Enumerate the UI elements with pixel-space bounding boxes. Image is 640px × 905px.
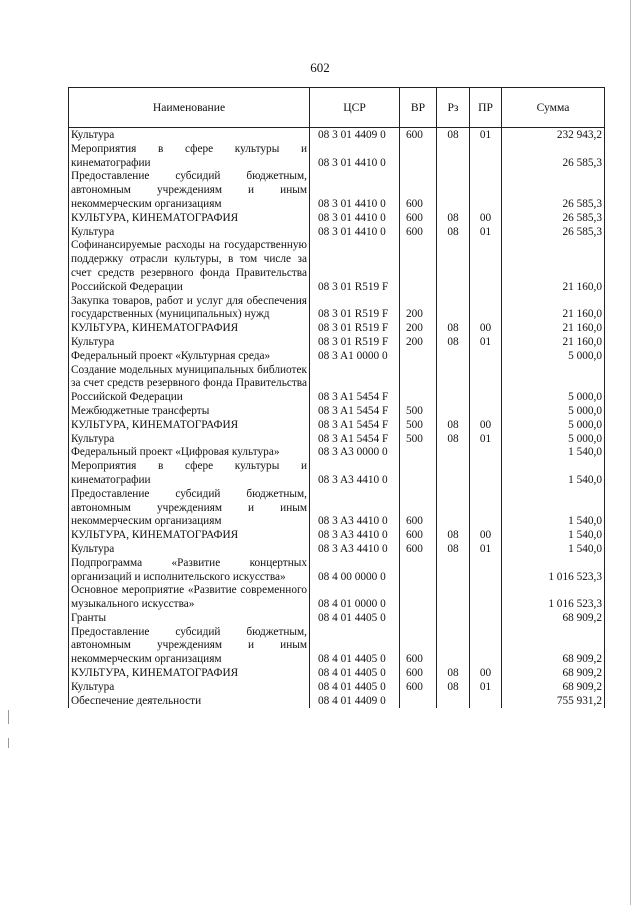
cell-rz: 08 bbox=[437, 419, 470, 433]
cell-name: Федеральный проект «Культурная среда» bbox=[69, 350, 310, 364]
cell-pr bbox=[470, 446, 502, 460]
cell-pr bbox=[470, 557, 502, 585]
cell-rz bbox=[437, 350, 470, 364]
cell-pr: 00 bbox=[470, 419, 502, 433]
cell-csr: 08 4 01 4409 0 bbox=[310, 695, 400, 709]
cell-sum: 68 909,2 bbox=[502, 667, 605, 681]
cell-sum: 232 943,2 bbox=[502, 128, 605, 143]
cell-name: КУЛЬТУРА, КИНЕМАТОГРАФИЯ bbox=[69, 667, 310, 681]
cell-rz bbox=[437, 239, 470, 294]
cell-sum: 5 000,0 bbox=[502, 350, 605, 364]
cell-sum: 21 160,0 bbox=[502, 336, 605, 350]
cell-csr: 08 3 01 4410 0 bbox=[310, 170, 400, 211]
table-row bbox=[69, 128, 605, 143]
table-row bbox=[69, 488, 605, 529]
table-row bbox=[69, 170, 605, 211]
cell-sum: 26 585,3 bbox=[502, 212, 605, 226]
cell-sum: 1 540,0 bbox=[502, 529, 605, 543]
cell-csr: 08 3 01 R519 F bbox=[310, 336, 400, 350]
cell-rz bbox=[437, 626, 470, 667]
cell-sum: 1 540,0 bbox=[502, 488, 605, 529]
cell-name: Предоставление субсидий бюджетным, автономным учреждениям и иным некоммерческим организациям bbox=[69, 488, 310, 529]
cell-rz bbox=[437, 405, 470, 419]
cell-rz: 08 bbox=[437, 543, 470, 557]
cell-rz bbox=[437, 446, 470, 460]
cell-sum: 5 000,0 bbox=[502, 433, 605, 447]
cell-pr: 01 bbox=[470, 543, 502, 557]
cell-name: Предоставление субсидий бюджетным, автономным учреждениям и иным некоммерческим организациям bbox=[69, 626, 310, 667]
cell-csr: 08 3 01 R519 F bbox=[310, 295, 400, 323]
table-row bbox=[69, 226, 605, 240]
cell-name: Федеральный проект «Цифровая культура» bbox=[69, 446, 310, 460]
cell-vr bbox=[400, 612, 437, 626]
table-row bbox=[69, 667, 605, 681]
header-name: Наименование bbox=[69, 88, 310, 128]
cell-vr bbox=[400, 446, 437, 460]
cell-pr: 00 bbox=[470, 212, 502, 226]
table-row bbox=[69, 295, 605, 323]
cell-csr: 08 3 A3 4410 0 bbox=[310, 543, 400, 557]
cell-sum: 5 000,0 bbox=[502, 405, 605, 419]
cell-rz bbox=[437, 364, 470, 405]
cell-sum: 1 016 523,3 bbox=[502, 557, 605, 585]
cell-vr: 600 bbox=[400, 681, 437, 695]
cell-pr: 01 bbox=[470, 681, 502, 695]
cell-name: Культура bbox=[69, 681, 310, 695]
header-rz: Рз bbox=[437, 88, 470, 128]
cell-name: КУЛЬТУРА, КИНЕМАТОГРАФИЯ bbox=[69, 212, 310, 226]
table-row bbox=[69, 446, 605, 460]
cell-rz bbox=[437, 612, 470, 626]
table-row bbox=[69, 405, 605, 419]
cell-pr: 00 bbox=[470, 667, 502, 681]
cell-rz bbox=[437, 170, 470, 211]
cell-sum: 21 160,0 bbox=[502, 322, 605, 336]
cell-pr bbox=[470, 695, 502, 709]
header-csr: ЦСР bbox=[310, 88, 400, 128]
page-edge-line bbox=[630, 0, 631, 905]
cell-csr: 08 4 01 4405 0 bbox=[310, 667, 400, 681]
cell-rz bbox=[437, 584, 470, 612]
cell-name: КУЛЬТУРА, КИНЕМАТОГРАФИЯ bbox=[69, 529, 310, 543]
cell-sum: 1 540,0 bbox=[502, 446, 605, 460]
table-row bbox=[69, 364, 605, 405]
cell-vr bbox=[400, 143, 437, 171]
table-row bbox=[69, 626, 605, 667]
table-row bbox=[69, 681, 605, 695]
cell-pr: 00 bbox=[470, 529, 502, 543]
cell-csr: 08 3 A3 4410 0 bbox=[310, 460, 400, 488]
cell-vr bbox=[400, 350, 437, 364]
header-vr: ВР bbox=[400, 88, 437, 128]
cell-sum: 5 000,0 bbox=[502, 419, 605, 433]
table-header-row bbox=[69, 88, 605, 128]
cell-rz bbox=[437, 143, 470, 171]
cell-vr: 600 bbox=[400, 212, 437, 226]
table-row bbox=[69, 557, 605, 585]
cell-pr bbox=[470, 460, 502, 488]
cell-name: Культура bbox=[69, 128, 310, 143]
cell-rz: 08 bbox=[437, 322, 470, 336]
cell-rz bbox=[437, 295, 470, 323]
cell-pr: 01 bbox=[470, 433, 502, 447]
budget-table bbox=[68, 87, 605, 708]
cell-vr: 600 bbox=[400, 529, 437, 543]
header-pr: ПР bbox=[470, 88, 502, 128]
table-row bbox=[69, 212, 605, 226]
cell-csr: 08 3 A1 5454 F bbox=[310, 364, 400, 405]
table-row bbox=[69, 419, 605, 433]
cell-name: Закупка товаров, работ и услуг для обеспечения государственных (муниципальных) нужд bbox=[69, 295, 310, 323]
cell-rz bbox=[437, 460, 470, 488]
cell-name: Создание модельных муниципальных библиотек за счет средств резервного фонда Правительства Российской Федерации bbox=[69, 364, 310, 405]
cell-vr bbox=[400, 460, 437, 488]
cell-vr: 200 bbox=[400, 336, 437, 350]
cell-rz bbox=[437, 695, 470, 709]
cell-pr bbox=[470, 488, 502, 529]
cell-vr bbox=[400, 695, 437, 709]
cell-name: Культура bbox=[69, 543, 310, 557]
table-row bbox=[69, 529, 605, 543]
cell-name: Мероприятия в сфере культуры и кинематографии bbox=[69, 143, 310, 171]
cell-pr: 01 bbox=[470, 226, 502, 240]
cell-csr: 08 4 01 0000 0 bbox=[310, 584, 400, 612]
cell-vr: 600 bbox=[400, 128, 437, 143]
cell-pr bbox=[470, 295, 502, 323]
cell-vr: 200 bbox=[400, 295, 437, 323]
table-row bbox=[69, 433, 605, 447]
cell-pr: 00 bbox=[470, 322, 502, 336]
cell-pr bbox=[470, 626, 502, 667]
cell-csr: 08 3 A3 0000 0 bbox=[310, 446, 400, 460]
scan-mark bbox=[8, 710, 9, 724]
cell-pr bbox=[470, 364, 502, 405]
cell-pr bbox=[470, 405, 502, 419]
cell-csr: 08 4 01 4405 0 bbox=[310, 681, 400, 695]
cell-name: Софинансируемые расходы на государственную поддержку отрасли культуры, в том числе за счет средств резервного фонда Правительства Российской Федерации bbox=[69, 239, 310, 294]
cell-pr bbox=[470, 239, 502, 294]
cell-csr: 08 3 01 4409 0 bbox=[310, 128, 400, 143]
cell-csr: 08 3 01 R519 F bbox=[310, 239, 400, 294]
cell-vr: 500 bbox=[400, 405, 437, 419]
cell-pr: 01 bbox=[470, 336, 502, 350]
cell-sum: 68 909,2 bbox=[502, 612, 605, 626]
cell-rz: 08 bbox=[437, 433, 470, 447]
cell-vr bbox=[400, 584, 437, 612]
cell-sum: 26 585,3 bbox=[502, 143, 605, 171]
cell-vr: 600 bbox=[400, 543, 437, 557]
cell-sum: 21 160,0 bbox=[502, 295, 605, 323]
cell-vr: 600 bbox=[400, 626, 437, 667]
cell-csr: 08 3 A1 5454 F bbox=[310, 433, 400, 447]
cell-vr bbox=[400, 557, 437, 585]
table-row bbox=[69, 695, 605, 709]
cell-sum: 1 016 523,3 bbox=[502, 584, 605, 612]
cell-sum: 21 160,0 bbox=[502, 239, 605, 294]
cell-rz: 08 bbox=[437, 667, 470, 681]
cell-pr bbox=[470, 584, 502, 612]
cell-name: Обеспечение деятельности bbox=[69, 695, 310, 709]
cell-sum: 755 931,2 bbox=[502, 695, 605, 709]
cell-name: Предоставление субсидий бюджетным, автономным учреждениям и иным некоммерческим организациям bbox=[69, 170, 310, 211]
cell-name: Культура bbox=[69, 226, 310, 240]
cell-rz bbox=[437, 557, 470, 585]
cell-sum: 5 000,0 bbox=[502, 364, 605, 405]
table-row bbox=[69, 350, 605, 364]
cell-sum: 1 540,0 bbox=[502, 543, 605, 557]
cell-vr: 600 bbox=[400, 226, 437, 240]
cell-csr: 08 3 A3 4410 0 bbox=[310, 488, 400, 529]
cell-vr: 500 bbox=[400, 419, 437, 433]
cell-name: Основное мероприятие «Развитие современного музыкального искусства» bbox=[69, 584, 310, 612]
scan-mark bbox=[8, 738, 9, 748]
cell-pr bbox=[470, 170, 502, 211]
cell-csr: 08 3 01 R519 F bbox=[310, 322, 400, 336]
cell-rz: 08 bbox=[437, 529, 470, 543]
cell-pr: 01 bbox=[470, 128, 502, 143]
cell-csr: 08 3 A1 5454 F bbox=[310, 419, 400, 433]
cell-csr: 08 3 A1 5454 F bbox=[310, 405, 400, 419]
cell-csr: 08 3 A1 0000 0 bbox=[310, 350, 400, 364]
table-row bbox=[69, 239, 605, 294]
cell-rz bbox=[437, 488, 470, 529]
cell-rz: 08 bbox=[437, 212, 470, 226]
cell-pr bbox=[470, 612, 502, 626]
cell-sum: 1 540,0 bbox=[502, 460, 605, 488]
cell-csr: 08 4 00 0000 0 bbox=[310, 557, 400, 585]
cell-rz: 08 bbox=[437, 226, 470, 240]
cell-sum: 26 585,3 bbox=[502, 170, 605, 211]
cell-sum: 26 585,3 bbox=[502, 226, 605, 240]
table-row bbox=[69, 143, 605, 171]
table-row bbox=[69, 584, 605, 612]
cell-rz: 08 bbox=[437, 336, 470, 350]
table-row bbox=[69, 322, 605, 336]
cell-vr: 600 bbox=[400, 488, 437, 529]
cell-csr: 08 4 01 4405 0 bbox=[310, 612, 400, 626]
cell-rz: 08 bbox=[437, 128, 470, 143]
cell-csr: 08 3 01 4410 0 bbox=[310, 226, 400, 240]
table-row bbox=[69, 460, 605, 488]
cell-csr: 08 3 01 4410 0 bbox=[310, 212, 400, 226]
cell-vr bbox=[400, 239, 437, 294]
cell-csr: 08 4 01 4405 0 bbox=[310, 626, 400, 667]
cell-sum: 68 909,2 bbox=[502, 626, 605, 667]
page-number: 602 bbox=[310, 60, 330, 75]
cell-pr bbox=[470, 143, 502, 171]
header-sum: Сумма bbox=[502, 88, 605, 128]
cell-vr: 200 bbox=[400, 322, 437, 336]
cell-name: КУЛЬТУРА, КИНЕМАТОГРАФИЯ bbox=[69, 322, 310, 336]
table-row bbox=[69, 543, 605, 557]
cell-name: Межбюджетные трансферты bbox=[69, 405, 310, 419]
cell-name: Гранты bbox=[69, 612, 310, 626]
cell-vr bbox=[400, 364, 437, 405]
cell-name: Мероприятия в сфере культуры и кинематографии bbox=[69, 460, 310, 488]
cell-name: КУЛЬТУРА, КИНЕМАТОГРАФИЯ bbox=[69, 419, 310, 433]
cell-csr: 08 3 A3 4410 0 bbox=[310, 529, 400, 543]
cell-csr: 08 3 01 4410 0 bbox=[310, 143, 400, 171]
cell-vr: 600 bbox=[400, 170, 437, 211]
cell-vr: 600 bbox=[400, 667, 437, 681]
table-row bbox=[69, 612, 605, 626]
cell-sum: 68 909,2 bbox=[502, 681, 605, 695]
cell-name: Культура bbox=[69, 433, 310, 447]
cell-rz: 08 bbox=[437, 681, 470, 695]
cell-vr: 500 bbox=[400, 433, 437, 447]
cell-name: Культура bbox=[69, 336, 310, 350]
cell-name: Подпрограмма «Развитие концертных организаций и исполнительского искусства» bbox=[69, 557, 310, 585]
cell-pr bbox=[470, 350, 502, 364]
table-row bbox=[69, 336, 605, 350]
